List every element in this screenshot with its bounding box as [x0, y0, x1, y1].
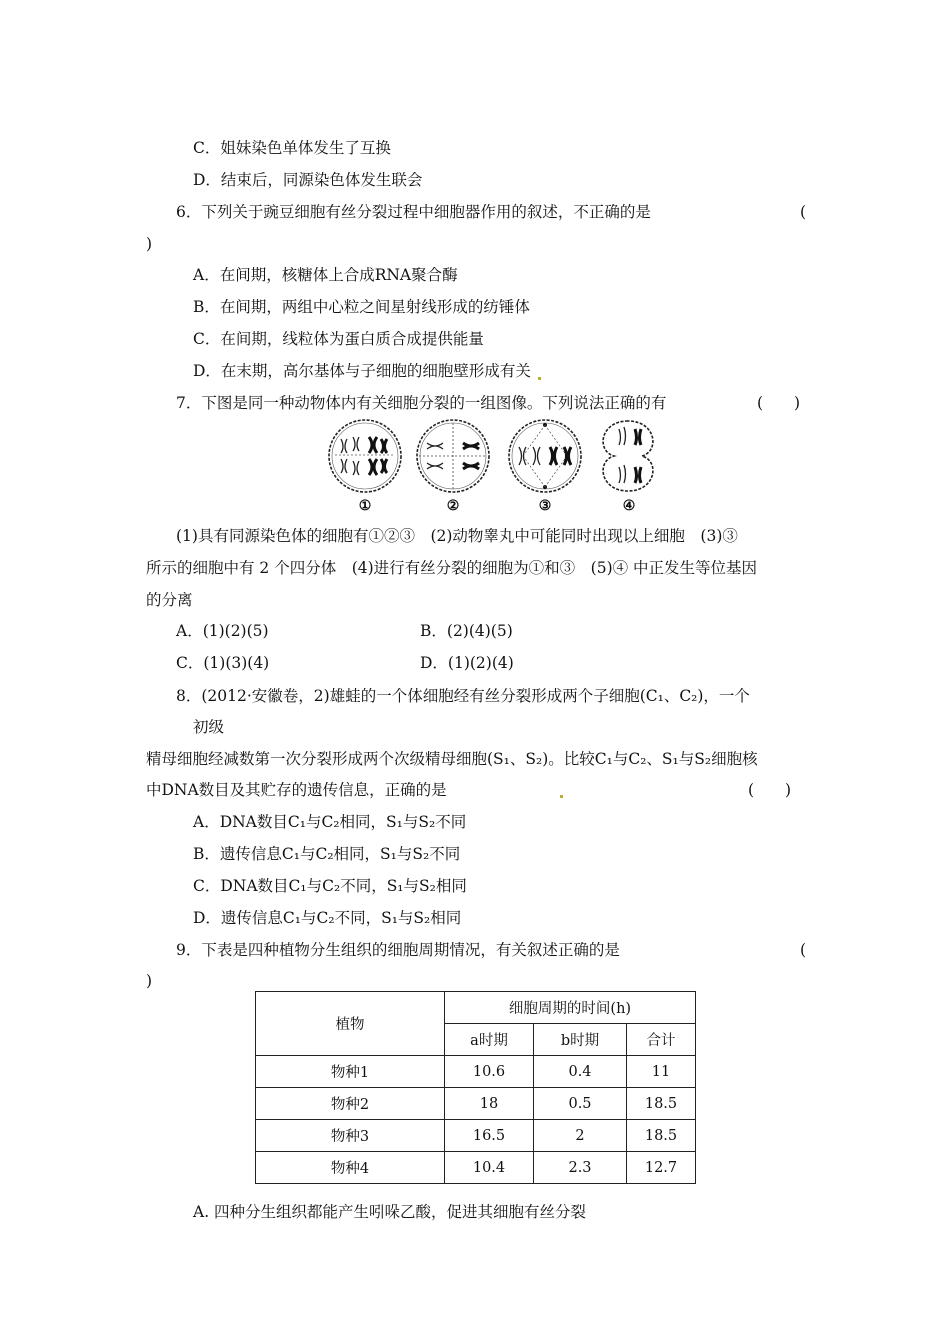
q6-option-c: C．在间期，线粒体为蛋白质合成提供能量 [193, 330, 484, 348]
table-cell: 10.4 [445, 1152, 534, 1184]
table-cell: 2.3 [534, 1152, 627, 1184]
q9-paren-open: ( [800, 941, 807, 959]
table-row [256, 1120, 696, 1152]
cell-figure-3 [509, 420, 581, 492]
q6-paren-open: ( [800, 203, 807, 221]
table-cell: 0.5 [534, 1088, 627, 1120]
q5-option-d: D．结束后，同源染色体发生联会 [193, 171, 423, 189]
q7-statement-line-1: (1)具有同源染色体的细胞有①②③ (2)动物睾丸中可能同时出现以上细胞 (3)③ [176, 527, 738, 545]
q8-option-c: C．DNA数目C₁与C₂不同，S₁与S₂相同 [193, 877, 467, 895]
stray-mark [538, 377, 541, 380]
cell-figures-svg [323, 415, 668, 497]
table-cell: 18.5 [627, 1088, 696, 1120]
q6-option-b: B．在间期，两组中心粒之间星射线形成的纺锤体 [193, 298, 530, 316]
cell-figure-2 [417, 420, 489, 492]
table-cell: 18.5 [627, 1120, 696, 1152]
header-b-phase: b时期 [534, 1024, 627, 1056]
figure-label-3: ③ [538, 498, 552, 514]
q8-stem-line-3: 精母细胞经减数第一次分裂形成两个次级精母细胞(S₁、S₂)。比较C₁与C₂、S₁与S₂细胞核 [146, 750, 758, 768]
cell-division-figures [323, 415, 668, 515]
q8-stem-line-4: 中DNA数目及其贮存的遗传信息，正确的是 [146, 781, 447, 799]
table-cell: 12.7 [627, 1152, 696, 1184]
q5-option-c: C．姐妹染色单体发生了互换 [193, 139, 391, 157]
header-cycle-time: 细胞周期的时间(h) [445, 992, 696, 1024]
q7-option-c: C．(1)(3)(4) [176, 654, 270, 672]
q7-statement-line-3: 的分离 [146, 591, 193, 609]
header-plant: 植物 [256, 992, 445, 1056]
table-cell: 物种1 [256, 1056, 445, 1088]
table-cell: 物种2 [256, 1088, 445, 1120]
q7-option-b: B．(2)(4)(5) [420, 622, 513, 640]
q9-paren-close: ) [146, 972, 153, 990]
cell-figure-4 [603, 421, 653, 491]
table-cell: 10.6 [445, 1056, 534, 1088]
q6-option-d: D．在末期，高尔基体与子细胞的细胞壁形成有关 [193, 362, 531, 380]
q8-option-d: D．遗传信息C₁与C₂不同，S₁与S₂相同 [193, 909, 462, 927]
table-cell: 18 [445, 1088, 534, 1120]
q9-stem: 9．下表是四种植物分生组织的细胞周期情况，有关叙述正确的是 [176, 941, 620, 959]
q7-stem: 7．下图是同一种动物体内有关细胞分裂的一组图像。下列说法正确的有 [176, 394, 667, 412]
header-a-phase: a时期 [445, 1024, 534, 1056]
table-cell: 16.5 [445, 1120, 534, 1152]
q9-option-a: A. 四种分生组织都能产生吲哚乙酸，促进其细胞有丝分裂 [193, 1203, 587, 1221]
q7-option-d: D．(1)(2)(4) [420, 654, 514, 672]
table-cell: 2 [534, 1120, 627, 1152]
q7-option-a: A．(1)(2)(5) [176, 622, 269, 640]
q8-stem-line-2: 初级 [193, 718, 225, 736]
table-cell: 物种4 [256, 1152, 445, 1184]
cell-cycle-table [255, 991, 696, 1184]
q8-paren: ( ) [748, 781, 792, 799]
header-total: 合计 [627, 1024, 696, 1056]
q7-paren: ( ) [757, 394, 801, 412]
table-row [256, 1088, 696, 1120]
table-cell: 11 [627, 1056, 696, 1088]
table-row [256, 1056, 696, 1088]
cell-figure-1 [329, 420, 401, 492]
q8-stem-line-1: 8．(2012·安徽卷，2)雄蛙的一个体细胞经有丝分裂形成两个子细胞(C₁、C₂)，一个 [176, 687, 750, 705]
q6-paren-close: ) [146, 235, 153, 253]
q6-stem: 6．下列关于豌豆细胞有丝分裂过程中细胞器作用的叙述，不正确的是 [176, 203, 651, 221]
figure-label-2: ② [446, 498, 460, 514]
stray-mark [560, 795, 563, 798]
figure-label-4: ④ [622, 498, 636, 514]
q6-option-a: A．在间期，核糖体上合成RNA聚合酶 [193, 266, 458, 284]
table-cell: 物种3 [256, 1120, 445, 1152]
q8-option-b: B．遗传信息C₁与C₂相同，S₁与S₂不同 [193, 845, 461, 863]
q8-option-a: A．DNA数目C₁与C₂相同，S₁与S₂不同 [193, 813, 467, 831]
table-row [256, 1152, 696, 1184]
q7-statement-line-2: 所示的细胞中有 2 个四分体 (4)进行有丝分裂的细胞为①和③ (5)④ 中正发生等位基因 [146, 559, 758, 577]
table-cell: 0.4 [534, 1056, 627, 1088]
figure-label-1: ① [358, 498, 372, 514]
